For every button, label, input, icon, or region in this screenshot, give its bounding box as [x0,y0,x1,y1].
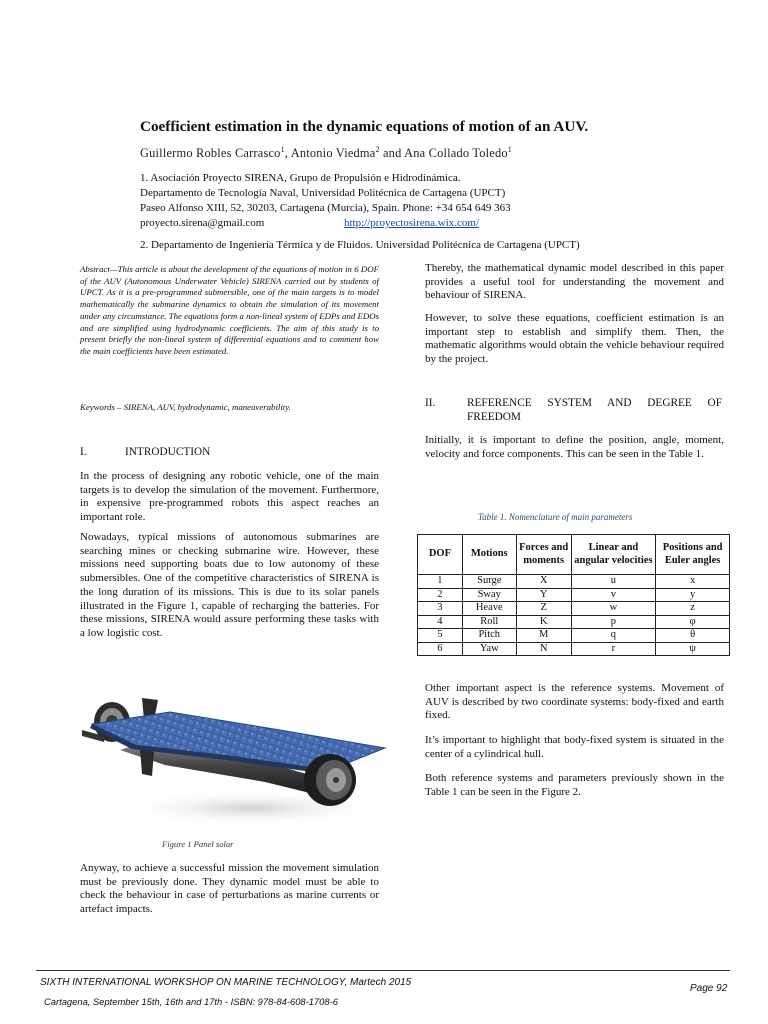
table-cell: Y [516,588,571,602]
table-row [418,575,730,589]
author-affil-mark: 1 [280,145,285,154]
table-header-cell: Forces and moments [516,535,571,575]
author-name: Guillermo Robles Carrasco [140,146,281,161]
author-affil-mark: 1 [507,145,512,154]
table-header-row [418,535,730,575]
table-row [418,615,730,629]
page-number: Page 92 [690,983,728,994]
section-heading-reference-system [425,397,724,424]
table-cell: 1 [418,575,463,589]
section-title: REFERENCE SYSTEM AND DEGREE OF FREEDOM [467,397,722,423]
table-cell: u [571,575,656,589]
section-number: I. [80,446,87,458]
affiliation-line: Paseo Alfonso XIII, 52, 30203, Cartagena (Murcia), Spain. Phone: +34 654 649 363 [140,202,511,214]
table-cell: X [516,575,571,589]
section-title: INTRODUCTION [125,446,211,458]
table-header-cell: DOF [418,535,463,575]
table-header-cell: Linear and angular velocities [571,535,656,575]
table-cell: Z [516,602,571,616]
footer-conference: SIXTH INTERNATIONAL WORKSHOP ON MARINE TECHNOLOGY, Martech 2015 [40,977,412,988]
author-separator: , [284,146,291,161]
author-name: Ana Collado Toledo [404,146,508,161]
table-cell: 2 [418,588,463,602]
table-cell: x [656,575,730,589]
table-cell: y [656,588,730,602]
table-header-cell: Motions [462,535,516,575]
affiliation-2: 2. Departamento de Ingeniería Térmica y de Fluidos. Universidad Politécnica de Cartagena (UPCT) [140,239,580,251]
intro-paragraph: Nowadays, typical missions of autonomous submarines are searching mines or checking submarine wire. However, these missions need supporting boats due to low autonomy of these submersibles. One of the competitive characteristics of SIRENA is the long duration of its missions. This is due to its solar panels illustrated in the Figure 1, capable of recharging the batteries. For these missions, SIRENA would assure performing these tasks with a low logistic cost. [80,531,379,639]
table-cell: Pitch [462,629,516,643]
table-cell: Surge [462,575,516,589]
front-thruster [304,754,356,806]
keywords: Keywords – SIRENA, AUV, hydrodynamic, maneuverability. [80,402,291,412]
table-cell: M [516,629,571,643]
table-cell: 5 [418,629,463,643]
affiliation-1 [140,171,511,231]
table-cell: N [516,642,571,656]
author-affil-mark: 2 [375,145,380,154]
table-cell: v [571,588,656,602]
table-cell: Roll [462,615,516,629]
intro-paragraph: In the process of designing any robotic vehicle, one of the main targets is to develop the simulation of the movement. Furthermore, in expensive pre-programmed robots this aspect reaches an important role. [80,470,379,524]
table-cell: 3 [418,602,463,616]
body-paragraph: However, to solve these equations, coefficient estimation is an important step to establish and simplify them. Then, the mathematic algorithms would obtain the vehicle behaviour required by the project. [425,312,724,366]
body-paragraph: Both reference systems and parameters previously shown in the Table 1 can be seen in the Figure 2. [425,772,724,798]
table-cell: Yaw [462,642,516,656]
table-caption: Table 1. Nomenclature of main parameters [478,512,633,522]
table-cell: K [516,615,571,629]
footer-divider [36,970,730,971]
table-cell: w [571,602,656,616]
table-cell: φ [656,615,730,629]
contact-email: proyecto.sirena@gmail.com [140,217,265,229]
table-header-cell: Positions and Euler angles [656,535,730,575]
table-row [418,588,730,602]
table-cell: 4 [418,615,463,629]
intro-paragraph: Anyway, to achieve a successful mission the movement simulation must be previously done. They dynamic model must be able to check the behaviour in case of perturbations as marine currents or artefact impacts. [80,862,379,916]
body-paragraph: Thereby, the mathematical dynamic model described in this paper provides a useful tool for understanding the movement and behaviour of SIRENA. [425,262,724,302]
affiliation-line: 1. Asociación Proyecto SIRENA, Grupo de Propulsión e Hidrodinámica. [140,172,461,184]
table-cell: ψ [656,642,730,656]
table-cell: Sway [462,588,516,602]
body-paragraph: Initially, it is important to define the position, angle, moment, velocity and force components. This can be seen in the Table 1. [425,434,724,460]
affiliation-line: Departamento de Tecnología Naval, Universidad Politécnica de Cartagena (UPCT) [140,187,506,199]
website-link[interactable]: http://proyectosirena.wix.com/ [344,217,480,229]
section-number: II. [425,397,436,409]
table-cell: z [656,602,730,616]
table-cell: p [571,615,656,629]
section-heading-introduction [80,446,210,458]
abstract: Abstract—This article is about the development of the equations of motion in 6 DOF of the AUV (Autonomous Underwater Vehicle) SIRENA carried out by students of UPCT. As it is a pre-programmed submersible, one of the main targets is to model mathematically the submarine dynamics to obtain the simulation of its movement under any circumstance. The equations form a non-lineal system of EDPs and EDOs and are simplified using hydrodynamic coefficients. The aim of this study is to present briefly the non-lineal system of differential equations and to comment how the main coefficients have been estimated. [80,264,379,356]
body-paragraph: It’s important to highlight that body-fixed system is situated in the center of a cylindrical hull. [425,734,724,760]
author-list [140,145,512,161]
table-row [418,642,730,656]
table-row [418,629,730,643]
solar-panel-auv-figure [80,690,390,830]
paper-title: Coefficient estimation in the dynamic equations of motion of an AUV. [140,118,589,135]
table-row [418,602,730,616]
footer-location-isbn: Cartagena, September 15th, 16th and 17th - ISBN: 978-84-608-1708-6 [44,996,338,1007]
table-cell: θ [656,629,730,643]
figure-caption: Figure 1 Panel solar [162,839,234,849]
author-separator: and [379,146,405,161]
table-cell: Heave [462,602,516,616]
nomenclature-table [417,534,730,656]
table-cell: r [571,642,656,656]
tail-fin [140,748,154,776]
table-cell: 6 [418,642,463,656]
table-cell: q [571,629,656,643]
body-paragraph: Other important aspect is the reference systems. Movement of AUV is described by two coordinate systems: body-fixed and earth fixed. [425,682,724,722]
author-name: Antonio Viedma [290,146,376,161]
